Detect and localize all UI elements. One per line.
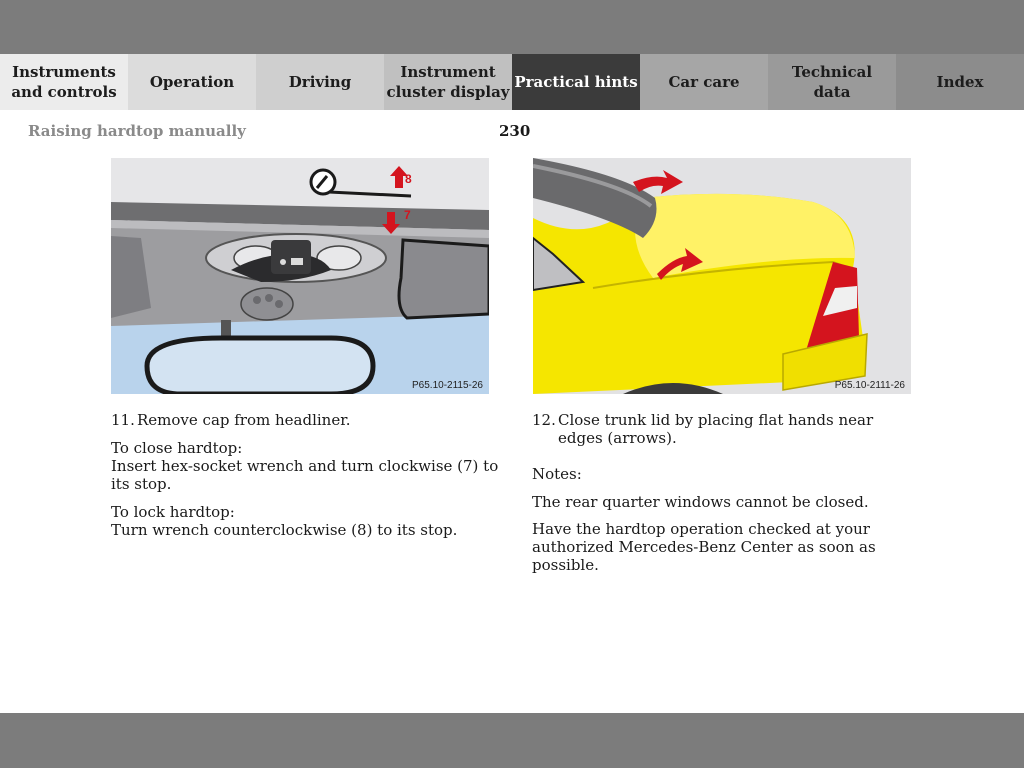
tab-instruments-and-controls[interactable] bbox=[0, 54, 128, 110]
headliner-illustration bbox=[111, 158, 489, 394]
tab-technical-data[interactable] bbox=[768, 54, 896, 110]
tab-operation[interactable] bbox=[128, 54, 256, 110]
tab-label: Practical hints bbox=[514, 73, 638, 91]
tab-car-care[interactable] bbox=[640, 54, 768, 110]
lock-hardtop-text: Turn wrench counterclockwise (8) to its stop. bbox=[111, 521, 458, 539]
step-12 bbox=[532, 411, 922, 447]
bottom-band bbox=[0, 713, 1024, 768]
top-band bbox=[0, 0, 1024, 54]
tab-label: Operation bbox=[149, 73, 235, 91]
trunk-illustration bbox=[533, 158, 911, 394]
tab-label: Instruments and controls bbox=[11, 63, 117, 101]
step-11 bbox=[111, 411, 501, 429]
tab-label: Instrument cluster display bbox=[386, 63, 510, 101]
chapter-nav bbox=[0, 54, 1024, 110]
figure-code: P65.10-2115-26 bbox=[412, 380, 483, 391]
section-title: Raising hardtop manually bbox=[28, 122, 246, 140]
tab-driving[interactable] bbox=[256, 54, 384, 110]
page-number: 230 bbox=[499, 122, 531, 140]
arrow-label-8: 8 bbox=[405, 172, 412, 186]
headliner-drawing bbox=[111, 158, 489, 394]
trunk-drawing bbox=[533, 158, 911, 394]
step-number: 12. bbox=[532, 411, 556, 429]
arrow-label-7: 7 bbox=[404, 208, 411, 222]
tab-label: Car care bbox=[668, 73, 740, 91]
tab-label: Index bbox=[936, 73, 984, 91]
tab-instrument-cluster-display[interactable] bbox=[384, 54, 512, 110]
step-text: Close trunk lid by placing flat hands near edges (arrows). bbox=[558, 411, 874, 447]
left-instructions bbox=[111, 411, 501, 539]
close-hardtop-text: Insert hex-socket wrench and turn clockwise (7) to its stop. bbox=[111, 457, 499, 493]
tab-label: Technical data bbox=[791, 63, 873, 101]
figure-code: P65.10-2111-26 bbox=[834, 380, 905, 391]
tab-label: Driving bbox=[288, 73, 352, 91]
lock-hardtop-heading: To lock hardtop: bbox=[111, 503, 235, 521]
right-instructions bbox=[532, 411, 922, 574]
notes-heading: Notes: bbox=[532, 465, 582, 483]
note-item: Have the hardtop operation checked at your authorized Mercedes-Benz Center as soon as possible. bbox=[532, 520, 876, 574]
tab-index[interactable] bbox=[896, 54, 1024, 110]
note-item: The rear quarter windows cannot be closed. bbox=[532, 493, 869, 511]
step-text: Remove cap from headliner. bbox=[137, 411, 351, 429]
tab-practical-hints[interactable] bbox=[512, 54, 640, 110]
step-number: 11. bbox=[111, 411, 135, 429]
close-hardtop-heading: To close hardtop: bbox=[111, 439, 243, 457]
